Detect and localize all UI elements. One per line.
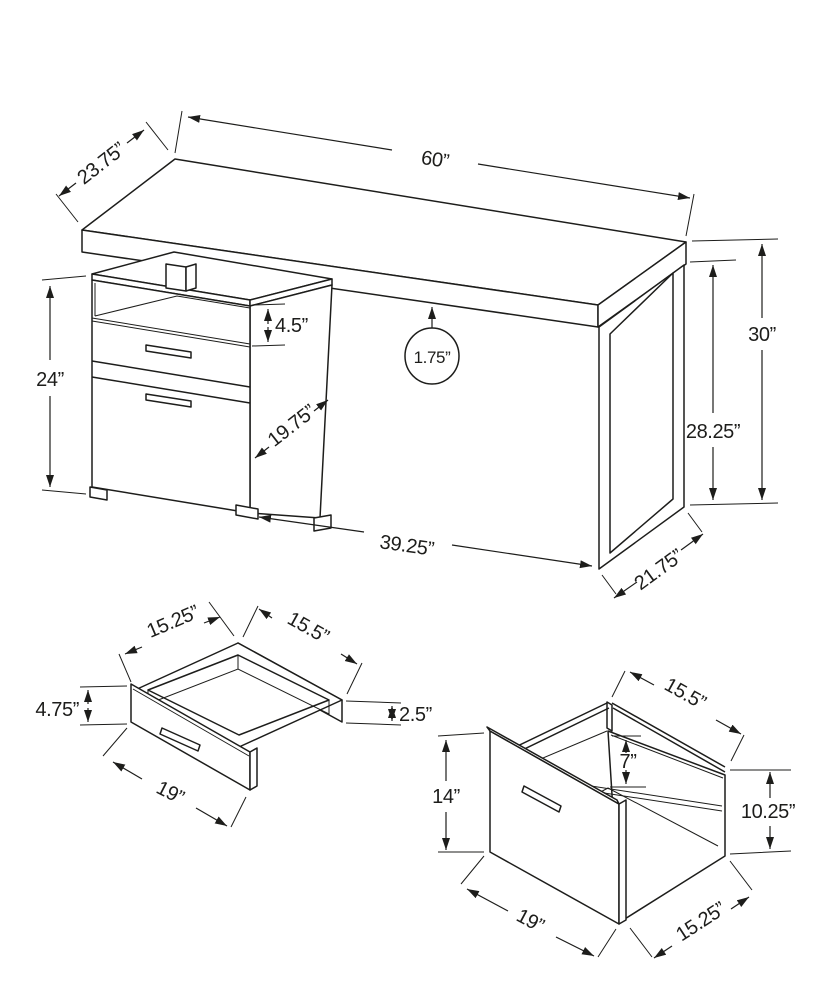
dim-pedestal-height — [36, 276, 86, 494]
dim-file-side-height — [730, 770, 795, 854]
pedestal-foot-back — [314, 515, 331, 531]
dim-knee-space — [259, 517, 592, 566]
dim-file-side-height-label: 10.25” — [740, 801, 796, 823]
dim-desk-height-label: 30” — [748, 324, 776, 346]
dim-file-front-height — [432, 733, 484, 852]
dim-file-rail-depth-label: 7” — [619, 751, 637, 773]
dim-pedestal-depth-label: 19.75” — [263, 400, 321, 452]
dim-file-front-height-label: 14” — [432, 786, 460, 808]
dim-small-side-height-label: 2.5” — [399, 704, 432, 726]
dim-small-top-width-label: 15.5” — [283, 607, 333, 649]
dim-top-thickness-label: 1.75” — [413, 348, 451, 367]
desk-drawing — [36, 111, 778, 598]
dim-pedestal-height-label: 24” — [36, 369, 64, 391]
dim-desk-depth-label: 23.75” — [73, 138, 130, 190]
dim-file-top-width-label: 15.5” — [660, 673, 710, 715]
dim-small-side-height — [346, 701, 432, 726]
dim-file-front-width-label: 19” — [512, 904, 548, 938]
dim-leg-depth-label: 21.75” — [630, 545, 688, 595]
dim-top-thickness — [405, 307, 459, 384]
dim-shelf-opening-label: 4.5” — [275, 315, 308, 337]
dim-desk-clearance — [686, 260, 740, 500]
dim-desk-height — [690, 239, 778, 505]
small-drawer-drawing — [35, 601, 431, 827]
pedestal-front-face — [92, 280, 250, 513]
small-drawer-panel-edge — [250, 748, 257, 790]
dim-small-front-width-label: 19” — [152, 776, 188, 810]
dim-small-front-height-label: 4.75” — [35, 699, 79, 721]
dim-knee-space-label: 39.25” — [378, 531, 436, 561]
dim-small-front-height — [35, 686, 127, 725]
file-drawer-panel-edge — [619, 800, 626, 924]
file-rail-corner-post — [607, 702, 612, 731]
dim-desk-width-label: 60” — [419, 146, 451, 174]
file-drawer-drawing — [432, 671, 795, 958]
connector-side — [186, 264, 196, 291]
dim-desk-clearance-label: 28.25” — [685, 421, 741, 443]
file-drawer-front-panel — [490, 731, 619, 924]
connector-front — [166, 264, 186, 291]
pedestal-foot-left — [90, 487, 107, 500]
dim-small-top-depth-label: 15.25” — [143, 601, 203, 643]
dim-file-bottom-depth-label: 15.25” — [672, 897, 730, 947]
